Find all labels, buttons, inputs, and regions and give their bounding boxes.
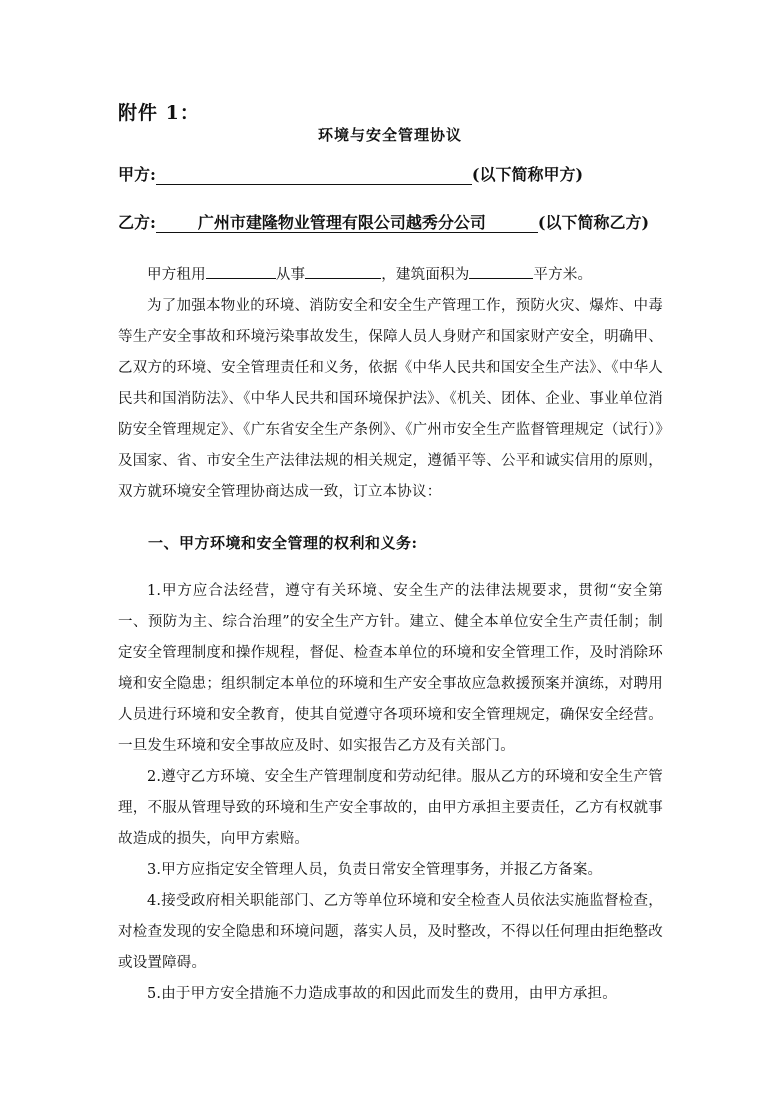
list-item: 5.由于甲方安全措施不力造成事故的和因此而发生的费用，由甲方承担。 bbox=[147, 986, 617, 1002]
list-item: 4.接受政府相关职能部门、乙方等单位环境和安全检查人员依法实施监督检查，对检查发现的安全隐患和环境问题，落实人员，及时整改，不得以任何理由拒绝整改或设置障碍。 bbox=[118, 893, 663, 971]
party-a-suffix: (以下简称甲方) bbox=[471, 165, 584, 184]
party-b-label: 乙方: bbox=[118, 213, 156, 232]
intro-text-unit: 平方米。 bbox=[533, 267, 593, 283]
agreement-title: 环境与安全管理协议 bbox=[317, 126, 462, 144]
intro-text-rent: 甲方租用 bbox=[147, 267, 206, 283]
list-item: 3.甲方应指定安全管理人员，负责日常安全管理事务，并报乙方备案。 bbox=[147, 862, 603, 878]
party-a-line bbox=[118, 162, 583, 185]
blank-business bbox=[305, 260, 381, 279]
intro-section bbox=[118, 260, 663, 508]
party-b-line bbox=[118, 210, 649, 233]
intro-paragraph-2: 为了加强本物业的环境、消防安全和安全生产管理工作，预防火灾、爆炸、中毒等生产安全事故和环境污染事故发生，保障人员人身财产和国家财产安全，明确甲、乙双方的环境、安全管理责任和义务，依据《中华人民共和国安全生产法》、《中华人民共和国消防法》、《中华人民共和国环境保护法》、《机关、团体、企业、事业单位消防安全管理规定》、《广东省安全生产条例》、《广州市安全生产监督管理规定（试行）》及国家、省、市安全生产法律法规的相关规定，遵循平等、公平和诚实信用的原则，双方就环境安全管理协商达成一致，订立本协议： bbox=[118, 298, 663, 500]
party-b-name: 广州市建隆物业管理有限公司越秀分公司 bbox=[156, 212, 538, 233]
attachment-label: 附件 1： bbox=[118, 102, 200, 124]
intro-text-area: ，建筑面积为 bbox=[381, 267, 470, 283]
section-1-items bbox=[118, 576, 663, 1010]
intro-text-engage: 从事 bbox=[275, 267, 306, 283]
blank-rent-location bbox=[206, 260, 276, 279]
blank-area bbox=[469, 260, 533, 279]
list-item: 1.甲方应合法经营，遵守有关环境、安全生产的法律法规要求，贯彻“安全第一、预防为主、综合治理”的安全生产方针。建立、健全本单位安全生产责任制；制定安全管理制度和操作规程，督促、检查本单位的环境和安全管理工作，及时消除环境和安全隐患；组织制定本单位的环境和生产安全事故应急救援预案并演练，对聘用人员进行环境和安全教育，使其自觉遵守各项环境和安全管理规定，确保安全经营。一旦发生环境和安全事故应及时、如实报告乙方及有关部门。 bbox=[118, 583, 663, 754]
party-b-suffix: (以下简称乙方) bbox=[537, 213, 650, 232]
party-a-label: 甲方: bbox=[118, 165, 156, 184]
list-item: 2.遵守乙方环境、安全生产管理制度和劳动纪律。服从乙方的环境和安全生产管理，不服从管理导致的环境和生产安全事故的，由甲方承担主要责任，乙方有权就事故造成的损失，向甲方索赔。 bbox=[118, 769, 663, 847]
section-1-heading: 一、甲方环境和安全管理的权利和义务: bbox=[148, 534, 418, 552]
party-a-blank bbox=[156, 163, 472, 185]
intro-paragraph-1 bbox=[118, 260, 663, 291]
